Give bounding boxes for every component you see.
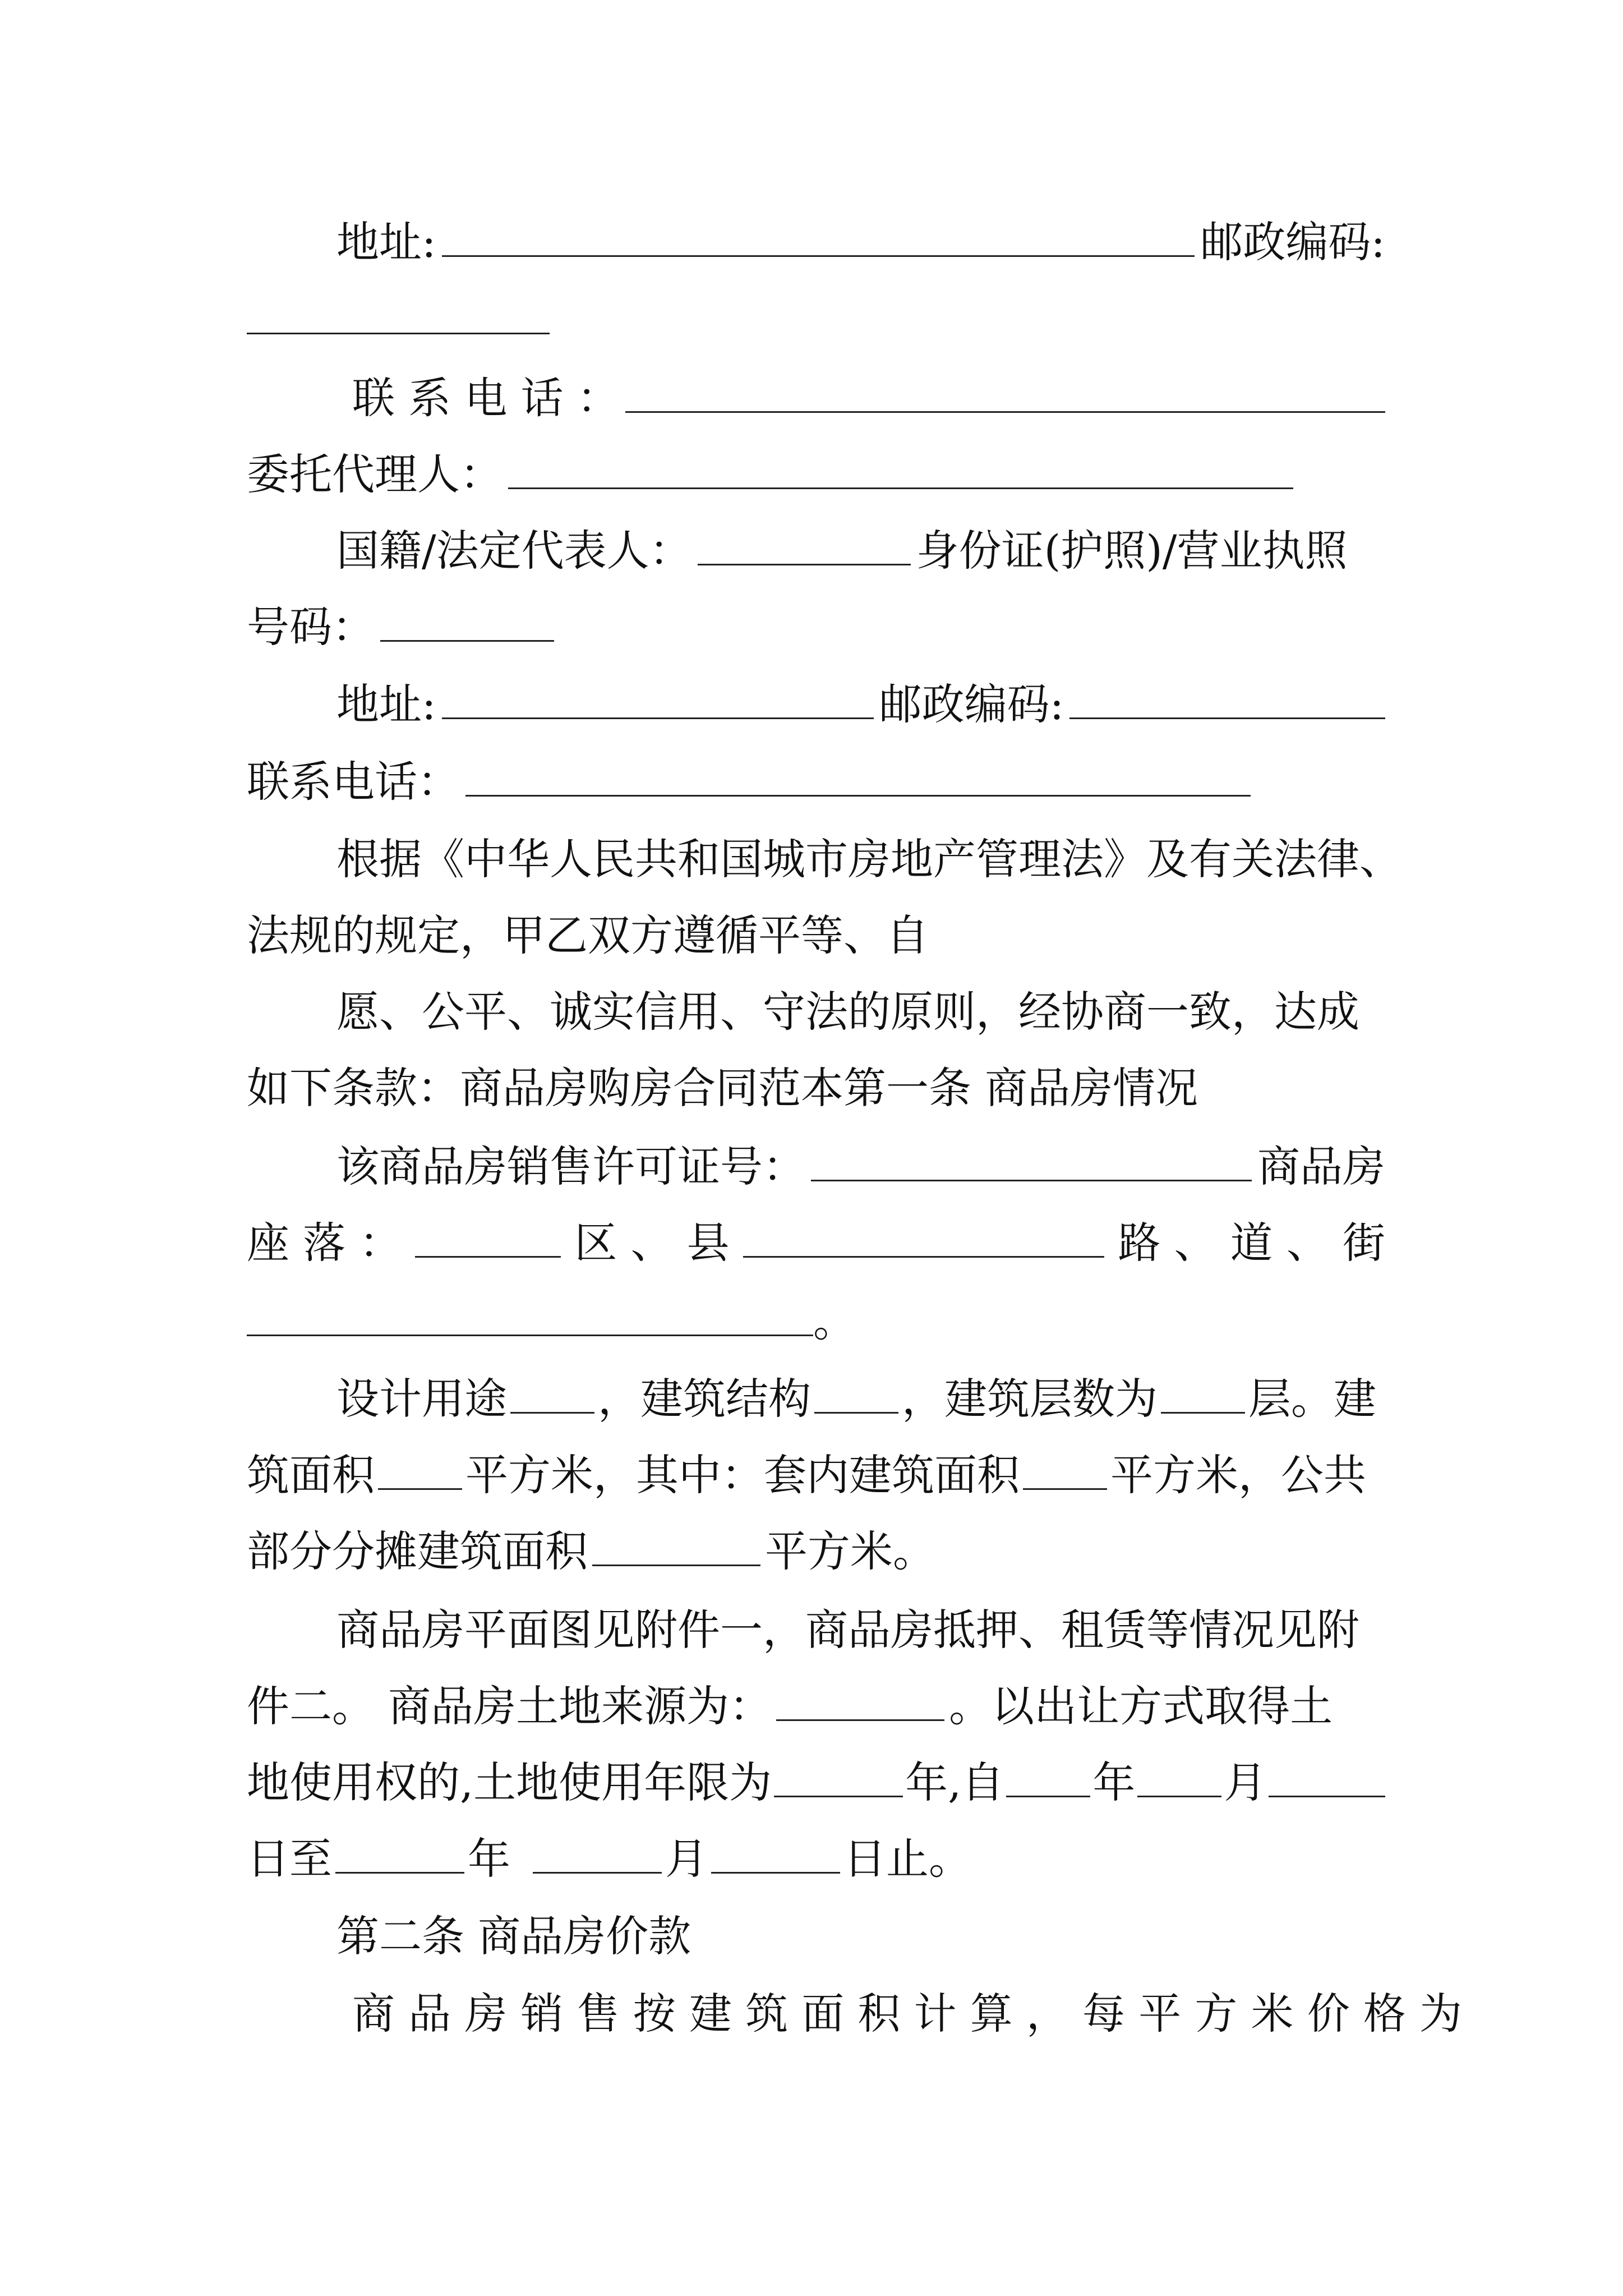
- paragraph-line: 商 品 房 销 售 按 建 筑 面 积 计 算 ， 每 平 方 米 价 格 为: [352, 1989, 1463, 2039]
- nationality-label: 国籍/法定代表人：: [336, 526, 692, 576]
- district-label: 区 、 县: [574, 1218, 730, 1268]
- agent-phone-blank: [465, 760, 1251, 797]
- design-use-blank: [510, 1377, 594, 1414]
- location-end-line: [247, 1294, 1385, 1350]
- month-label: 月: [1224, 1757, 1267, 1807]
- id-number-label: 号码：: [247, 602, 375, 652]
- street-blank: [247, 1300, 813, 1336]
- postcode-blank: [247, 298, 550, 334]
- land-years-blank: [774, 1761, 903, 1797]
- agent-postcode-label: 邮政编码:: [879, 679, 1064, 729]
- land-source-blank: [776, 1685, 944, 1721]
- paragraph-line: 愿、公平、诚实信用、守法的原则，经协商一致，达成: [336, 987, 1359, 1037]
- inner-area-blank: [1023, 1453, 1107, 1490]
- public-label: 平方米，公共: [1110, 1450, 1366, 1500]
- area-line: [247, 1447, 1385, 1503]
- location-label: 座 落 ：: [247, 1218, 402, 1268]
- phone-blank: [625, 376, 1385, 413]
- agent-phone-label: 联系电话：: [247, 757, 460, 807]
- agent-address-label: 地址:: [336, 679, 436, 729]
- phone-label: 联 系 电 话 ：: [352, 373, 620, 423]
- to-day-blank: [711, 1837, 840, 1874]
- shared-area-line: [247, 1524, 1385, 1580]
- period-mark: 。: [813, 1296, 856, 1346]
- section-heading: 第二条 商品房价款: [336, 1911, 691, 1961]
- floors-unit: 层。建: [1248, 1374, 1376, 1424]
- floors-blank: [1161, 1377, 1245, 1414]
- permit-blank: [811, 1145, 1252, 1181]
- area-blank: [378, 1453, 462, 1490]
- district-blank: [415, 1221, 561, 1258]
- land-term-label: 地使用权的,土地使用年限为: [247, 1757, 772, 1807]
- land-source-label: 件二。 商品房土地来源为：: [247, 1681, 772, 1731]
- nationality-line: [336, 523, 1385, 579]
- postcode-label: 邮政编码:: [1200, 217, 1385, 267]
- structure-label: ，建筑结构: [598, 1374, 811, 1424]
- to-month-blank: [533, 1837, 662, 1874]
- from-day-blank: [1269, 1761, 1385, 1797]
- to-year-label: 年: [468, 1834, 510, 1884]
- nationality-blank: [698, 529, 911, 565]
- road-label: 路 、 道 、 街: [1118, 1218, 1385, 1268]
- year-label: 年: [1092, 1757, 1136, 1807]
- agent-postcode-blank: [1069, 683, 1385, 719]
- id-number-blank: [380, 605, 554, 642]
- floors-label: ，建筑层数为: [902, 1374, 1158, 1424]
- house-label: 商品房: [1257, 1142, 1385, 1191]
- shared-area-label: 部分分摊建筑面积: [247, 1526, 588, 1576]
- road-blank: [743, 1221, 1105, 1258]
- to-day-label: 日止。: [843, 1834, 971, 1884]
- permit-label: 该商品房销售许可证号：: [336, 1142, 805, 1191]
- id-label: 身份证(护照)/营业执照: [916, 526, 1348, 576]
- to-year-blank: [335, 1837, 464, 1874]
- area-label: 筑面积: [247, 1450, 375, 1500]
- agent-line: [247, 447, 1385, 503]
- paragraph-line: 如下条款：商品房购房合同范本第一条 商品房情况: [247, 1063, 1198, 1113]
- seller-address-line: [336, 214, 1385, 270]
- land-transfer-label: 。以出让方式取得土: [949, 1681, 1333, 1731]
- land-source-line: [247, 1678, 1385, 1734]
- paragraph-line: 法规的规定，甲乙双方遵循平等、自: [247, 910, 929, 960]
- from-label: 年,自: [905, 1757, 1004, 1807]
- agent-label: 委托代理人：: [247, 449, 502, 499]
- design-use-label: 设计用途: [336, 1374, 507, 1424]
- phone-line: [352, 370, 1385, 426]
- to-month-label: 月: [665, 1834, 708, 1884]
- address-label: 地址:: [336, 217, 436, 267]
- from-year-blank: [1006, 1761, 1090, 1797]
- shared-area-unit: 平方米。: [765, 1526, 935, 1576]
- location-line: [247, 1215, 1385, 1271]
- paragraph-line: 根据《中华人民共和国城市房地产管理法》及有关法律、: [336, 834, 1402, 884]
- inner-area-label: 平方米，其中：套内建筑面积: [465, 1450, 1020, 1500]
- agent-blank: [508, 453, 1293, 489]
- shared-area-blank: [592, 1530, 760, 1566]
- to-label: 日至: [247, 1834, 332, 1884]
- id-number-line: [247, 599, 1385, 655]
- address-blank: [442, 220, 1195, 257]
- agent-phone-line: [247, 754, 1385, 810]
- agent-address-line: [336, 677, 1385, 733]
- land-term-line: [247, 1755, 1385, 1811]
- land-term-end-line: [247, 1831, 1385, 1887]
- permit-line: [336, 1139, 1385, 1195]
- from-month-blank: [1137, 1761, 1221, 1797]
- agent-address-blank: [442, 683, 874, 719]
- design-line: [336, 1371, 1385, 1427]
- paragraph-line: 商品房平面图见附件一，商品房抵押、租赁等情况见附: [336, 1605, 1359, 1655]
- postcode-blank-line: [247, 292, 1385, 348]
- structure-blank: [814, 1377, 898, 1414]
